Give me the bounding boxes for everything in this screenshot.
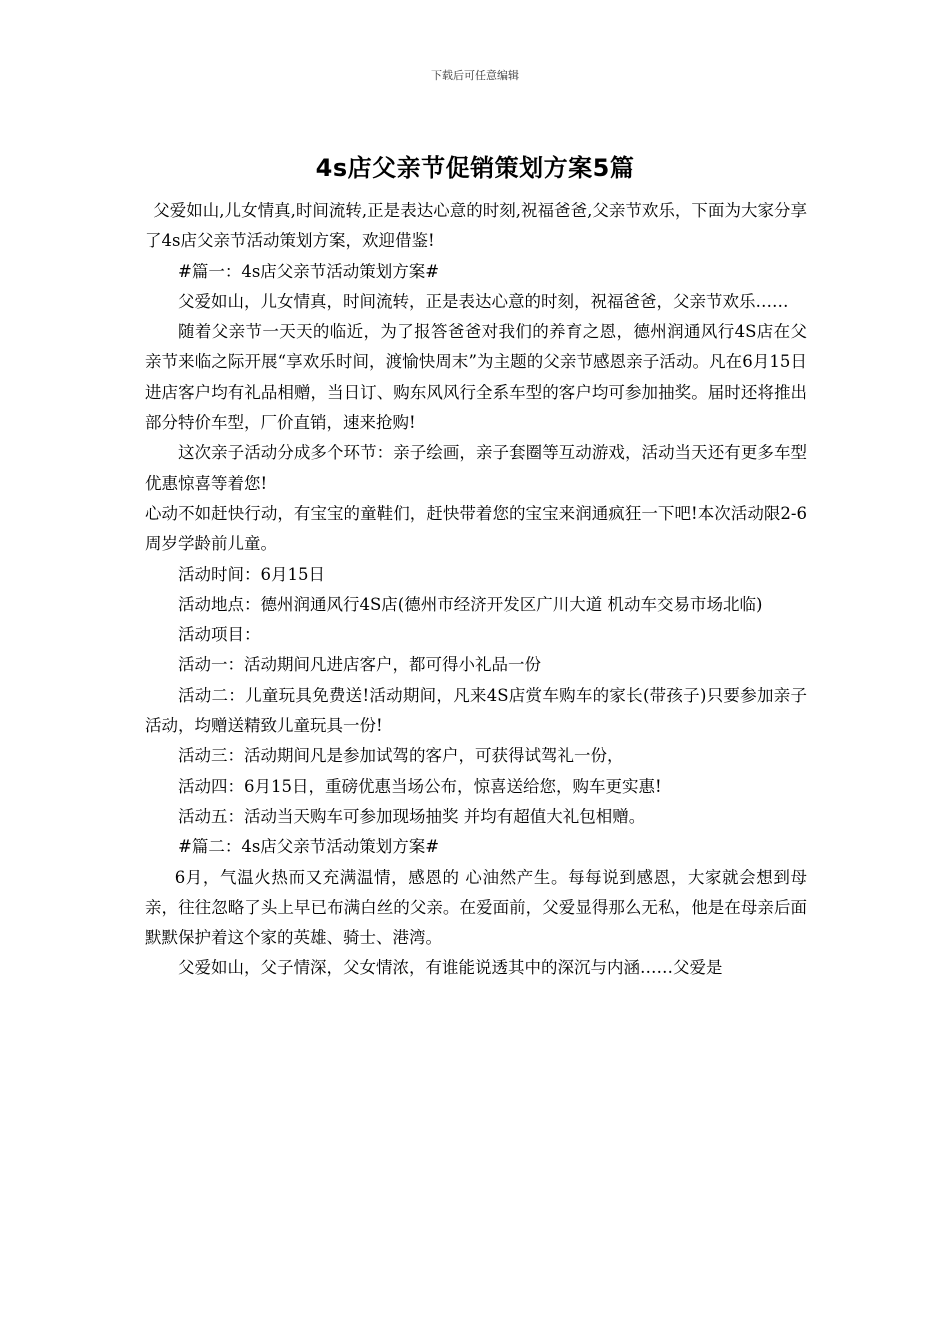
- event-location: 活动地点：德州润通风行4S店(德州市经济开发区广川大道 机动车交易市场北临): [178, 594, 763, 614]
- paragraph-intro: 父爱如山,儿女情真,时间流转,正是表达心意的时刻,祝福爸爸,父亲节欢乐，下面为大家分享了4s店父亲节活动策划方案，欢迎借鉴!: [145, 201, 807, 251]
- event-item: 活动四：6月15日，重磅优惠当场公布，惊喜送给您，购车更实惠!: [178, 776, 662, 796]
- event-item: 活动五：活动当天购车可参加现场抽奖 并均有超值大礼包相赠。: [178, 806, 646, 826]
- document-title: 4s店父亲节促销策划方案5篇: [315, 154, 635, 182]
- event-item: 活动一：活动期间凡进店客户，都可得小礼品一份: [178, 655, 541, 675]
- event-items-heading: 活动项目：: [178, 625, 261, 645]
- section-heading-2: #篇二：4s店父亲节活动策划方案#: [178, 837, 440, 857]
- event-time: 活动时间：6月15日: [178, 564, 325, 584]
- document-body: [145, 196, 807, 984]
- event-item: 活动三：活动期间凡是参加试驾的客户，可获得试驾礼一份，: [178, 746, 624, 766]
- paragraph: 6月，气温火热而又充满温情，感恩的 心油然产生。每每说到感恩，大家就会想到母亲，往往忽略了头上早已布满白丝的父亲。在爱面前，父爱显得那么无私，他是在母亲后面默默保护着这个家的英雄、骑士、港湾。: [145, 867, 807, 948]
- paragraph: 父爱如山，父子情深，父女情浓，有谁能说透其中的深沉与内涵……父爱是: [178, 958, 723, 978]
- paragraph: 这次亲子活动分成多个环节：亲子绘画，亲子套圈等互动游戏，活动当天还有更多车型优惠惊喜等着您!: [145, 443, 807, 493]
- header-note: 下载后可任意编辑: [431, 69, 519, 82]
- event-item: 活动二：儿童玩具免费送!活动期间，凡来4S店赏车购车的家长(带孩子)只要参加亲子活动，均赠送精致儿童玩具一份!: [145, 685, 807, 736]
- paragraph: 随着父亲节一天天的临近，为了报答爸爸对我们的养育之恩，德州润通风行4S店在父亲节来临之际开展“享欢乐时间，渡愉快周末”为主题的父亲节感恩亲子活动。凡在6月15日进店客户均有礼品相赠，当日订、购东风风行全系车型的客户均可参加抽奖。届时还将推出部分特价车型，厂价直销，速来抢购!: [145, 322, 807, 433]
- section-heading-1: #篇一：4s店父亲节活动策划方案#: [178, 261, 440, 281]
- paragraph: 心动不如赶快行动，有宝宝的童鞋们，赶快带着您的宝宝来润通疯狂一下吧!本次活动限2-6周岁学龄前儿童。: [145, 503, 807, 554]
- paragraph: 父爱如山，儿女情真，时间流转，正是表达心意的时刻，祝福爸爸，父亲节欢乐……: [178, 291, 789, 311]
